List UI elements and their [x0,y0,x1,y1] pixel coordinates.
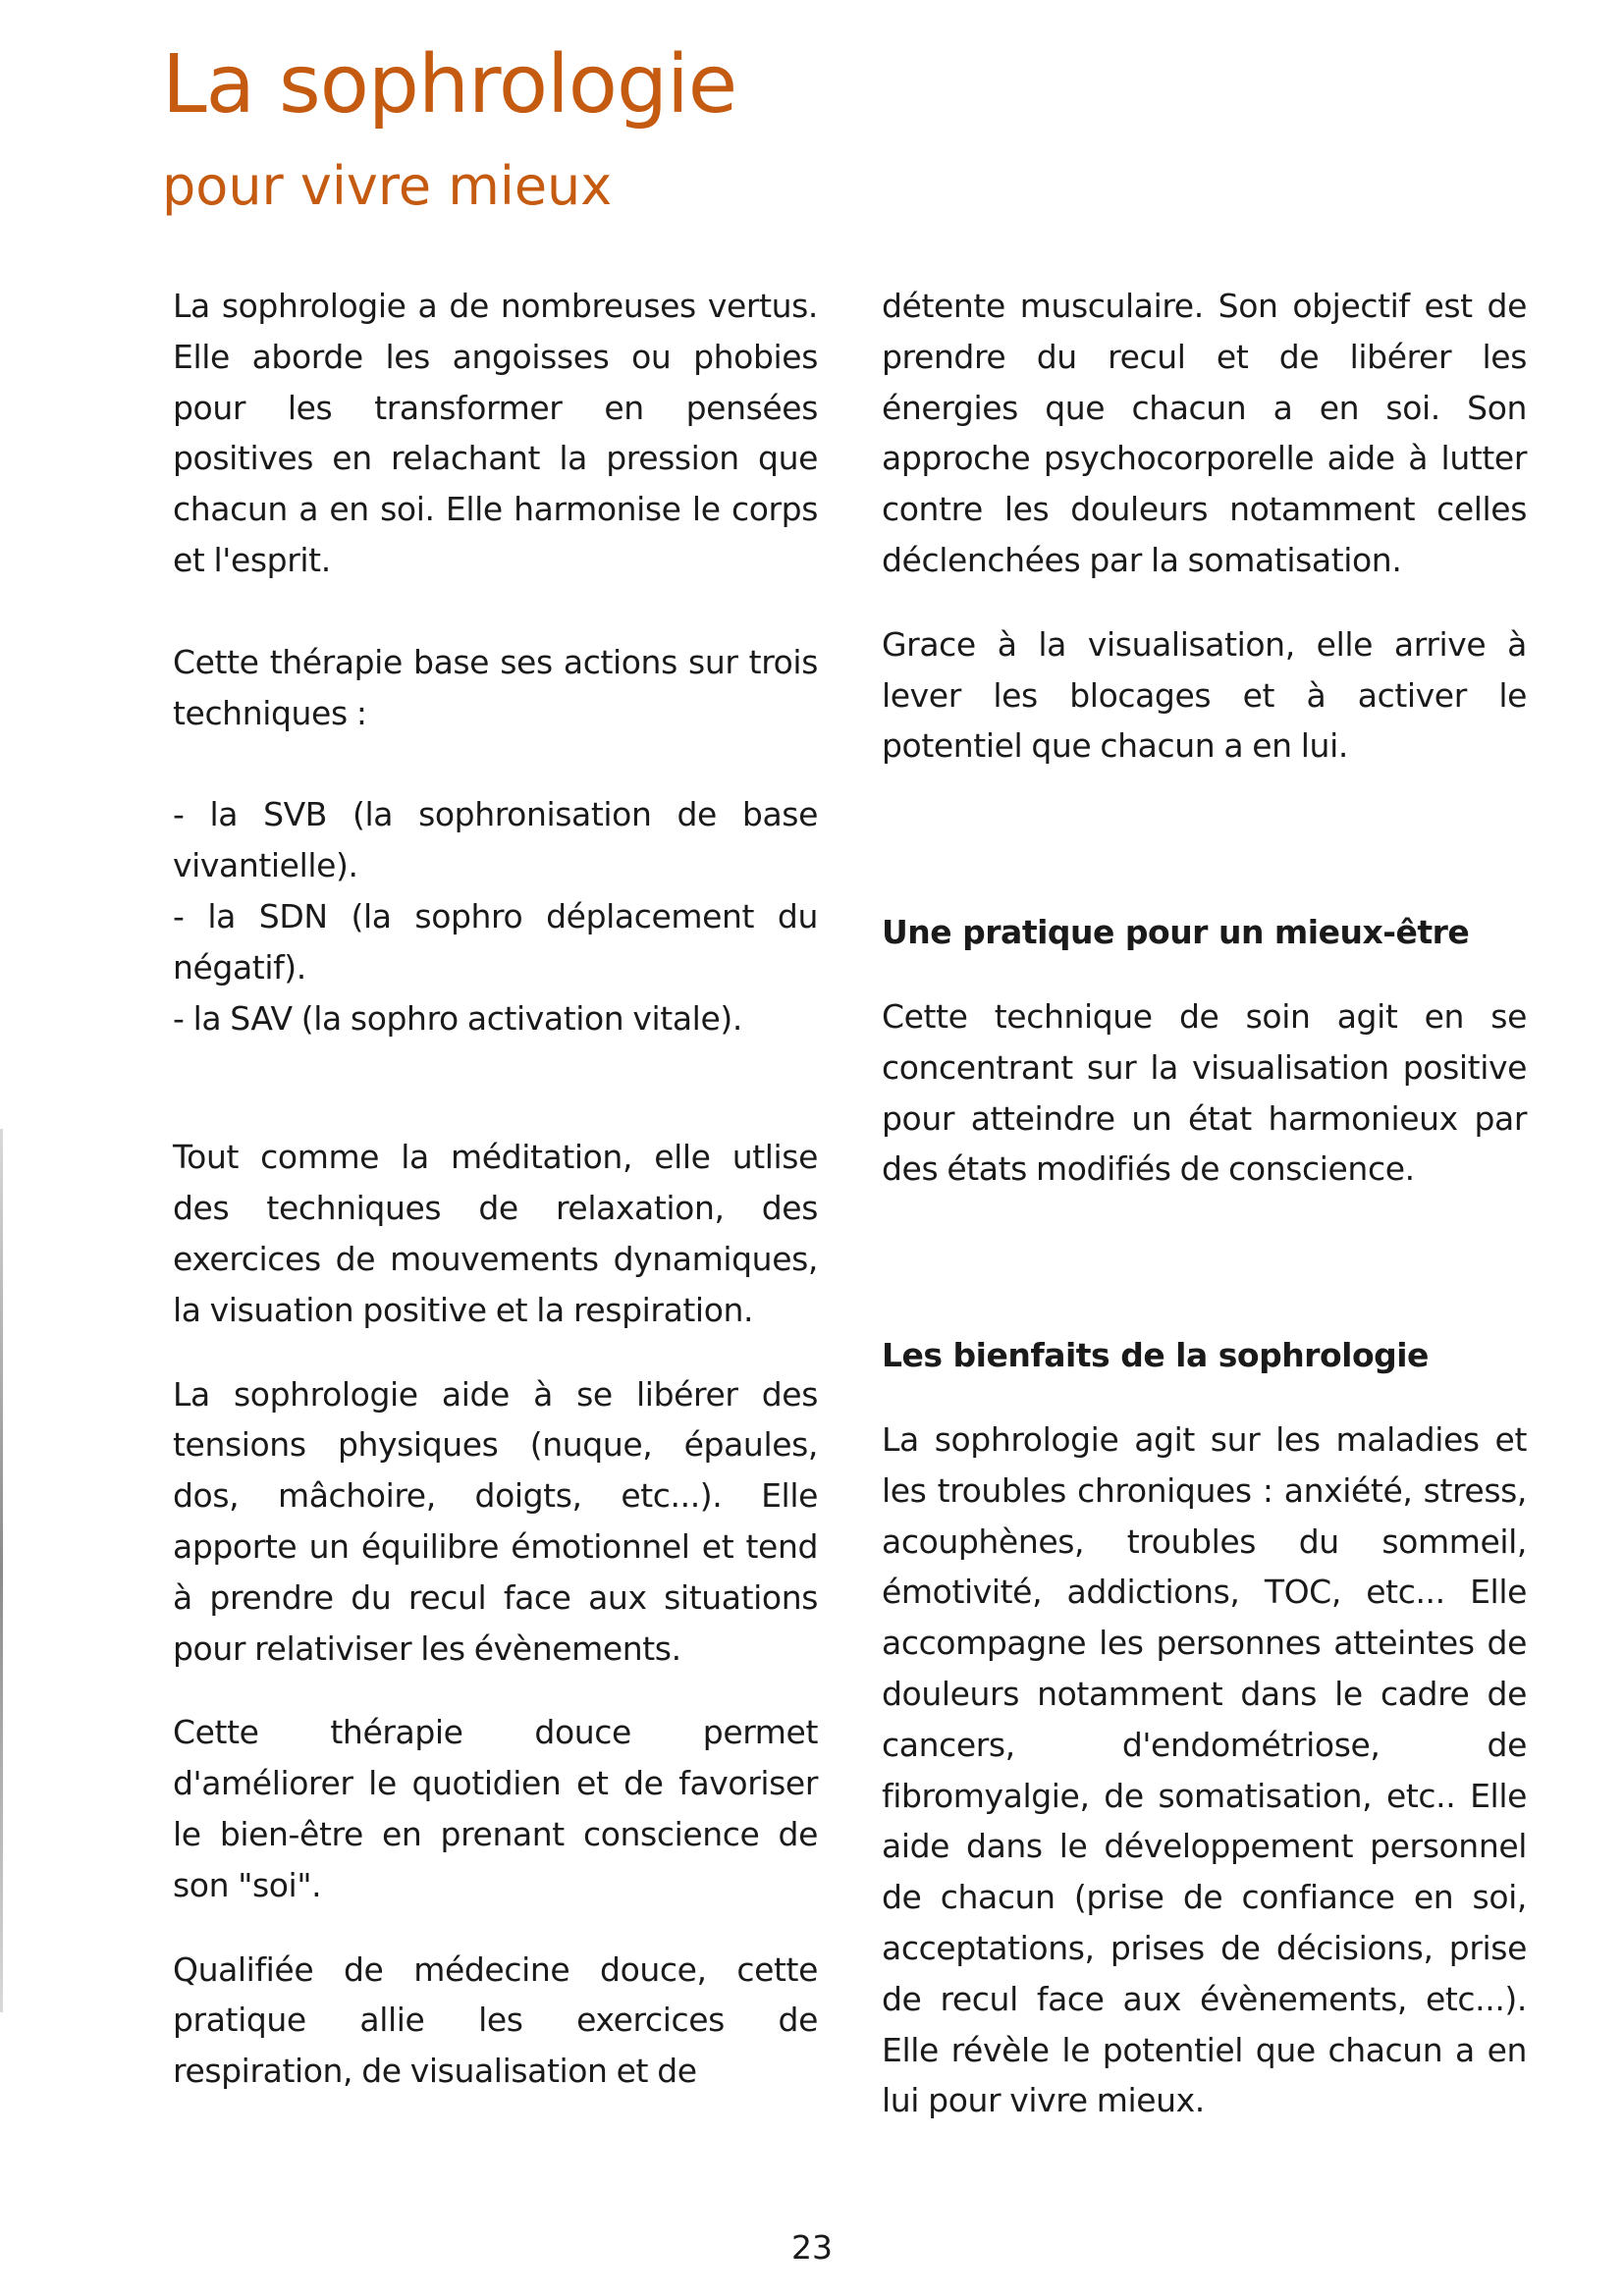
paragraph-intro: La sophrologie a de nombreuses vertus. Elle aborde les angoisses ou phobies pour les transformer en pensées positives en relachant la pression que chacun a en soi. Elle harmonise le corps et l'esprit. [173,287,818,579]
paragraph-medecine-douce: Qualifiée de médecine douce, cette pratique allie les exercices de respiration, de visualisation et de [173,1949,818,2091]
page-subtitle: pour vivre mieux [162,155,613,217]
paragraph-bienfaits: La sophrologie agit sur les maladies et les troubles chroniques : anxiété, stress, acouphènes, troubles du sommeil, émotivité, addictions, TOC, etc... Elle accompagne les personnes atteintes de douleurs notamment dans le cadre de cancers, d'endométriose, de fibromyalgie, de somatisation, etc.. Elle aide dans le développement personnel de chacun (prise de confiance en soi, acceptations, prises de décisions, prise de recul face aux évènements, etc...). Elle révèle le potentiel que chacun a en lui pour vivre mieux. [882,1419,1527,2120]
paragraph-detente: détente musculaire. Son objectif est de prendre du recul et de libérer les énergies que chacun a en soi. Son approche psychocorporelle aide à lutter contre les douleurs notamment celles déclenchées par la somatisation. [882,287,1527,579]
section-heading-pratique: Une pratique pour un mieux-être [882,913,1470,952]
page-number: 23 [791,2228,833,2267]
list-item-sav: - la SAV (la sophro activation vitale). [173,998,742,1038]
section-heading-bienfaits: Les bienfaits de la sophrologie [882,1336,1429,1375]
page-binding-edge [0,1129,3,2012]
list-item-sdn: - la SDN (la sophro déplacement du négatif). [173,896,818,987]
list-item-svb: - la SVB (la sophronisation de base vivantielle). [173,795,818,885]
paragraph-visualisation: Grace à la visualisation, elle arrive à lever les blocages et à activer le potentiel que chacun a en lui. [882,624,1527,766]
paragraph-techniques-intro: Cette thérapie base ses actions sur trois techniques : [173,642,818,732]
techniques-list [173,789,818,1043]
page-title: La sophrologie [162,38,737,132]
left-column [173,281,818,2097]
paragraph-meditation: Tout comme la méditation, elle utlise des techniques de relaxation, des exercices de mouvements dynamiques, la visuation positive et la respiration. [173,1138,818,1329]
paragraph-tensions: La sophrologie aide à se libérer des tensions physiques (nuque, épaules, dos, mâchoire, doigts, etc...). Elle apporte un équilibre émotionnel et tend à prendre du recul face aux situations pour relativiser les évènements. [173,1374,818,1668]
right-column [882,281,1527,2126]
paragraph-technique-soin: Cette technique de soin agit en se concentrant sur la visualisation positive pour atteindre un état harmonieux par des états modifiés de conscience. [882,996,1527,1189]
paragraph-therapie-douce: Cette thérapie douce permet d'améliorer le quotidien et de favoriser le bien-être en prenant conscience de son "soi". [173,1713,818,1904]
